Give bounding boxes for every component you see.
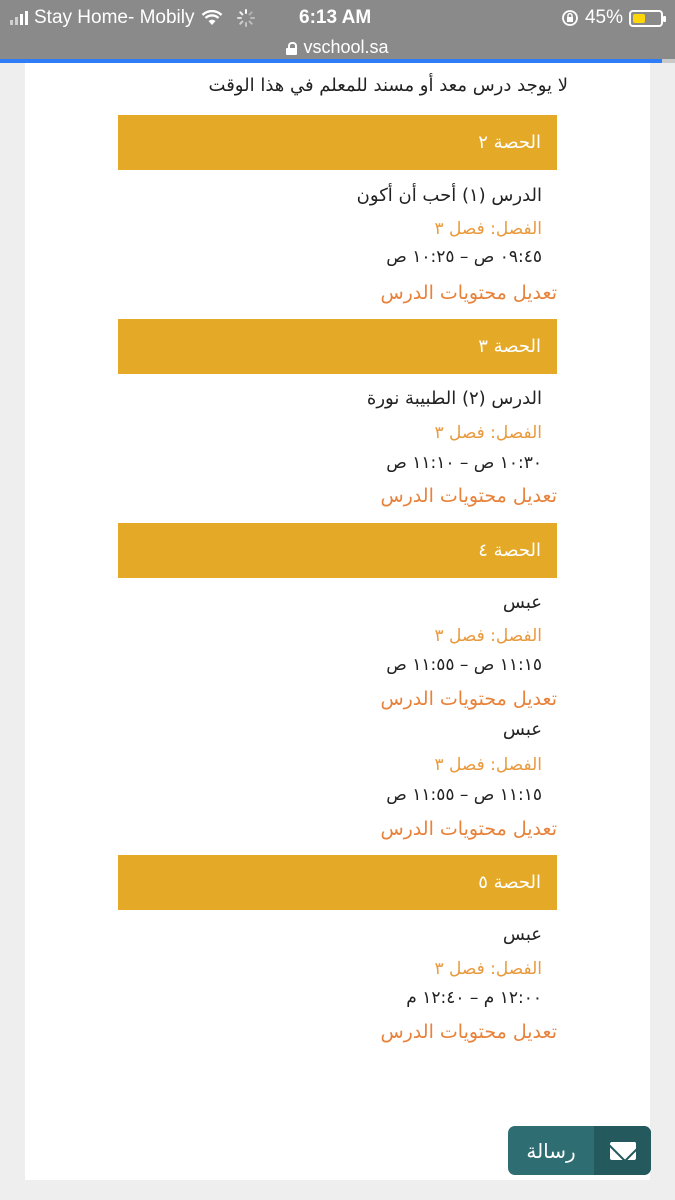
url-text[interactable]: vschool.sa — [303, 36, 389, 57]
loading-spinner-icon — [237, 9, 255, 27]
lesson-title: عبس — [502, 719, 542, 740]
lesson-time: ١٠:٣٠ ص – ١١:١٠ ص — [386, 453, 542, 473]
lesson-title: الدرس (١) أحب أن أكون — [356, 185, 542, 206]
lesson-title: الدرس (٢) الطبيبة نورة — [366, 388, 542, 409]
no-lesson-notice: لا يوجد درس معد أو مسند للمعلم في هذا الوقت — [208, 75, 568, 96]
envelope-icon — [610, 1142, 636, 1160]
battery-icon — [629, 10, 663, 27]
wifi-icon — [201, 10, 223, 26]
edit-lesson-link[interactable]: تعديل محتويات الدرس — [380, 485, 557, 507]
lesson-class: الفصل: فصل ٣ — [434, 219, 542, 239]
carrier-group — [10, 7, 255, 29]
period-header: الحصة ٤ — [118, 523, 557, 578]
status-bar — [0, 0, 675, 34]
schedule-card — [25, 63, 650, 1180]
status-right-group — [561, 7, 663, 29]
period-header: الحصة ٢ — [118, 115, 557, 170]
message-icon-box — [594, 1126, 651, 1175]
lesson-time: ١٢:٠٠ م – ١٢:٤٠ م — [406, 988, 542, 1008]
lesson-time: ١١:١٥ ص – ١١:٥٥ ص — [386, 785, 542, 805]
clock: 6:13 AM — [299, 7, 372, 28]
orientation-lock-icon — [561, 9, 579, 27]
message-button[interactable] — [508, 1126, 651, 1175]
lock-icon — [286, 42, 297, 55]
lesson-class: الفصل: فصل ٣ — [434, 755, 542, 775]
battery-fill — [633, 14, 645, 23]
lesson-class: الفصل: فصل ٣ — [434, 626, 542, 646]
period-header: الحصة ٥ — [118, 855, 557, 910]
carrier-name: Stay Home- Mobily — [34, 7, 195, 28]
edit-lesson-link[interactable]: تعديل محتويات الدرس — [380, 688, 557, 710]
battery-percent: 45% — [584, 7, 623, 28]
period-header: الحصة ٣ — [118, 319, 557, 374]
lesson-title: عبس — [502, 592, 542, 613]
edit-lesson-link[interactable]: تعديل محتويات الدرس — [380, 282, 557, 304]
edit-lesson-link[interactable]: تعديل محتويات الدرس — [380, 818, 557, 840]
message-button-label: رسالة — [526, 1138, 576, 1163]
lesson-class: الفصل: فصل ٣ — [434, 423, 542, 443]
lesson-time: ١١:١٥ ص – ١١:٥٥ ص — [386, 655, 542, 675]
lesson-time: ٠٩:٤٥ ص – ١٠:٢٥ ص — [386, 247, 542, 267]
address-bar[interactable] — [0, 34, 675, 60]
lesson-title: عبس — [502, 924, 542, 945]
lesson-class: الفصل: فصل ٣ — [434, 959, 542, 979]
signal-icon — [10, 11, 28, 25]
edit-lesson-link[interactable]: تعديل محتويات الدرس — [380, 1021, 557, 1043]
